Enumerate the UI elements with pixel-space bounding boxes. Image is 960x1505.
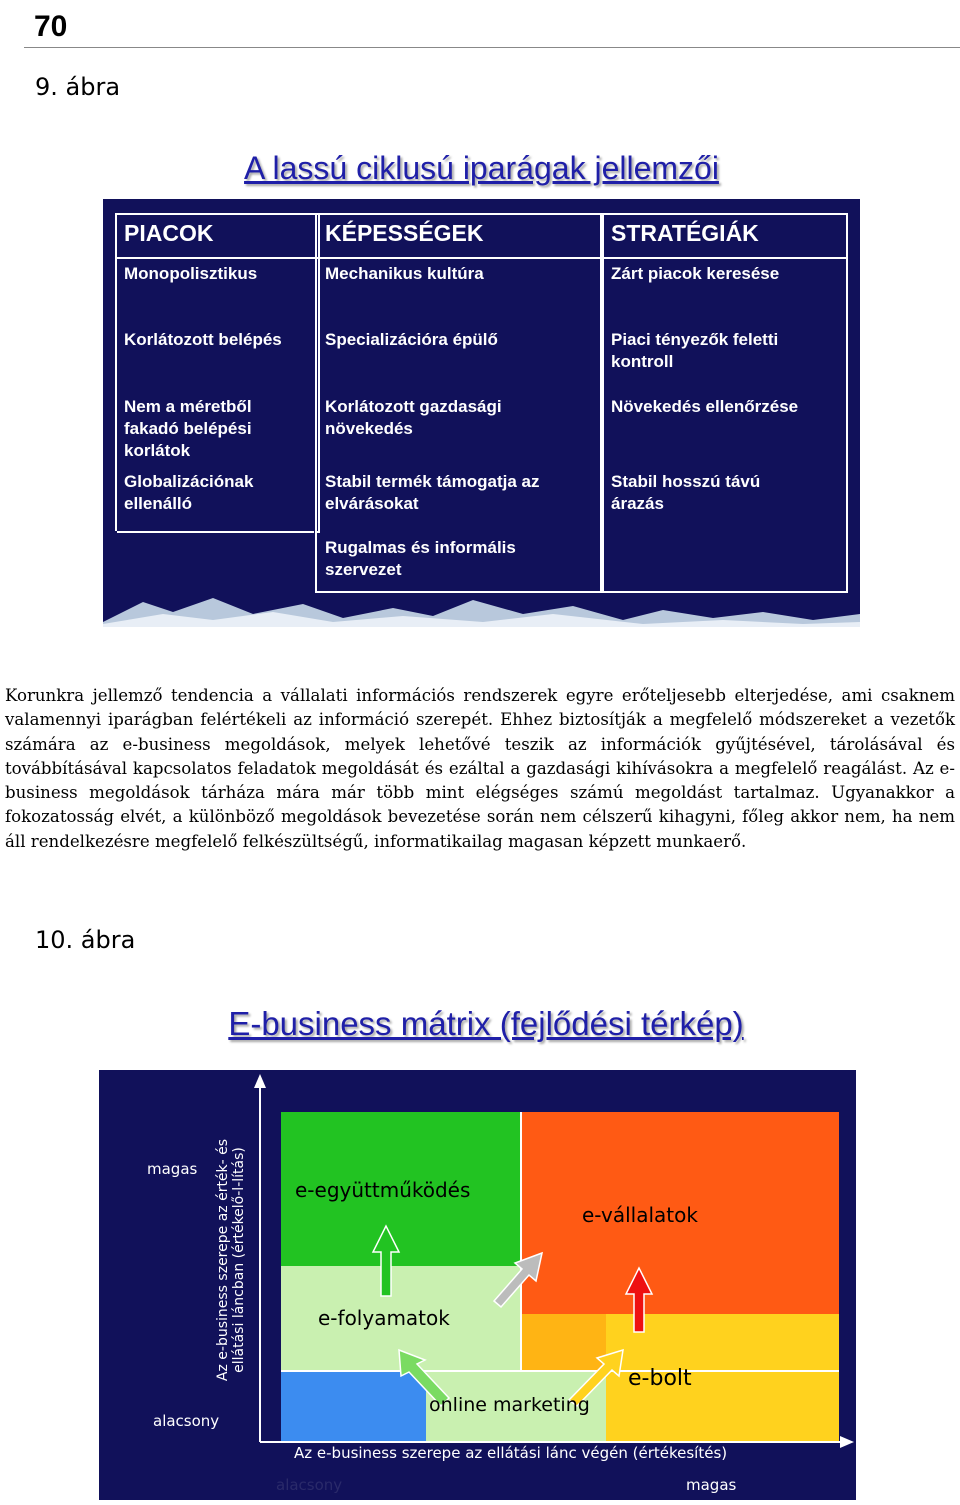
figure-9-label: 9. ábra xyxy=(35,73,121,101)
piacok-item: Nem a méretből fakadó belépési korlátok xyxy=(124,397,252,460)
header-kepessegek: KÉPESSÉGEK xyxy=(325,220,484,246)
x-axis-high: magas xyxy=(686,1476,737,1494)
y-axis-label: Az e-business szerepe az érték- és ellátási láncban (értékelő-l-lítás) xyxy=(215,1138,247,1382)
mountain-decoration xyxy=(103,594,860,627)
piacok-item: Globalizációnak ellenálló xyxy=(124,472,254,513)
figure-10-title: E-business mátrix (fejlődési térkép) xyxy=(228,1005,744,1042)
header-strategiak: STRATÉGIÁK xyxy=(611,220,759,246)
cell-enterprises: e-vállalatok xyxy=(582,1203,698,1227)
strategiak-item: Zárt piacok keresése xyxy=(611,264,780,283)
arrow-diagonal-grey xyxy=(494,1253,542,1307)
piacok-gap xyxy=(115,531,315,601)
kepessegek-item: Stabil termék támogatja az elvárásokat xyxy=(325,472,540,513)
kepessegek-item: Specializációra épülő xyxy=(325,330,498,349)
figure-9-slide xyxy=(103,199,860,627)
piacok-item: Korlátozott belépés xyxy=(124,330,282,349)
header-piacok: PIACOK xyxy=(124,220,214,246)
figure-10-label: 10. ábra xyxy=(35,926,136,954)
strategiak-item: Stabil hosszú távú árazás xyxy=(611,472,761,513)
x-axis-label: Az e-business szerepe az ellátási lánc végén (értékesítés) xyxy=(294,1444,728,1462)
kepessegek-item: Korlátozott gazdasági növekedés xyxy=(325,397,502,438)
body-paragraph: Korunkra jellemző tendencia a vállalati információs rendszerek egyre erőteljesebb elterjedése, ami csaknem valamennyi iparágban felértékeli az információ szerepét. Ehhez biztosítják a megfelelő módszereket a vezetők számára az e-business megoldások, melyek lehetővé teszik az információk gyűjtésével, tárolásával és továbbításával kapcsolatos feladatok megoldását és ezáltal a gazdasági kihívásokra a megfelelő reagálást. Az e-business megoldások tárháza mára már több mint elégséges számú megoldást tartalmaz. Ugyanakkor a fokozatosság elvét, a különböző megoldások bevezetése során nem célszerű kihagyni, főleg akkor nem, ha nem áll rendelkezésre megfelelő felkészültségű, informatikailag magasan képzett munkaerő. xyxy=(5,686,955,851)
kepessegek-item: Rugalmas és informális szervezet xyxy=(325,538,516,579)
arrow-up-green xyxy=(373,1226,399,1296)
figure-10-matrix xyxy=(99,1070,856,1500)
cell-collaboration: e-együttműködés xyxy=(295,1178,471,1202)
header-rule-line xyxy=(115,257,848,259)
arrows xyxy=(99,1070,856,1500)
strategiak-item: Piaci tényezők feletti kontroll xyxy=(611,330,779,371)
page-number: 70 xyxy=(34,10,68,43)
figure-9-title: A lassú ciklusú iparágak jellemzői xyxy=(244,150,719,186)
cell-marketing: online marketing xyxy=(429,1394,590,1416)
kepessegek-item: Mechanikus kultúra xyxy=(325,264,484,283)
cell-shop: e-bolt xyxy=(628,1366,692,1391)
strategiak-item: Növekedés ellenőrzése xyxy=(611,397,799,416)
y-axis-low: alacsony xyxy=(153,1412,220,1430)
cell-processes: e-folyamatok xyxy=(318,1306,450,1330)
piacok-bottom-rule xyxy=(117,531,314,533)
piacok-item: Monopolisztikus xyxy=(124,264,258,283)
x-axis-low: alacsony xyxy=(276,1476,343,1494)
y-axis-high: magas xyxy=(147,1160,198,1178)
header-rule xyxy=(24,47,960,48)
arrow-up-red xyxy=(626,1268,652,1332)
